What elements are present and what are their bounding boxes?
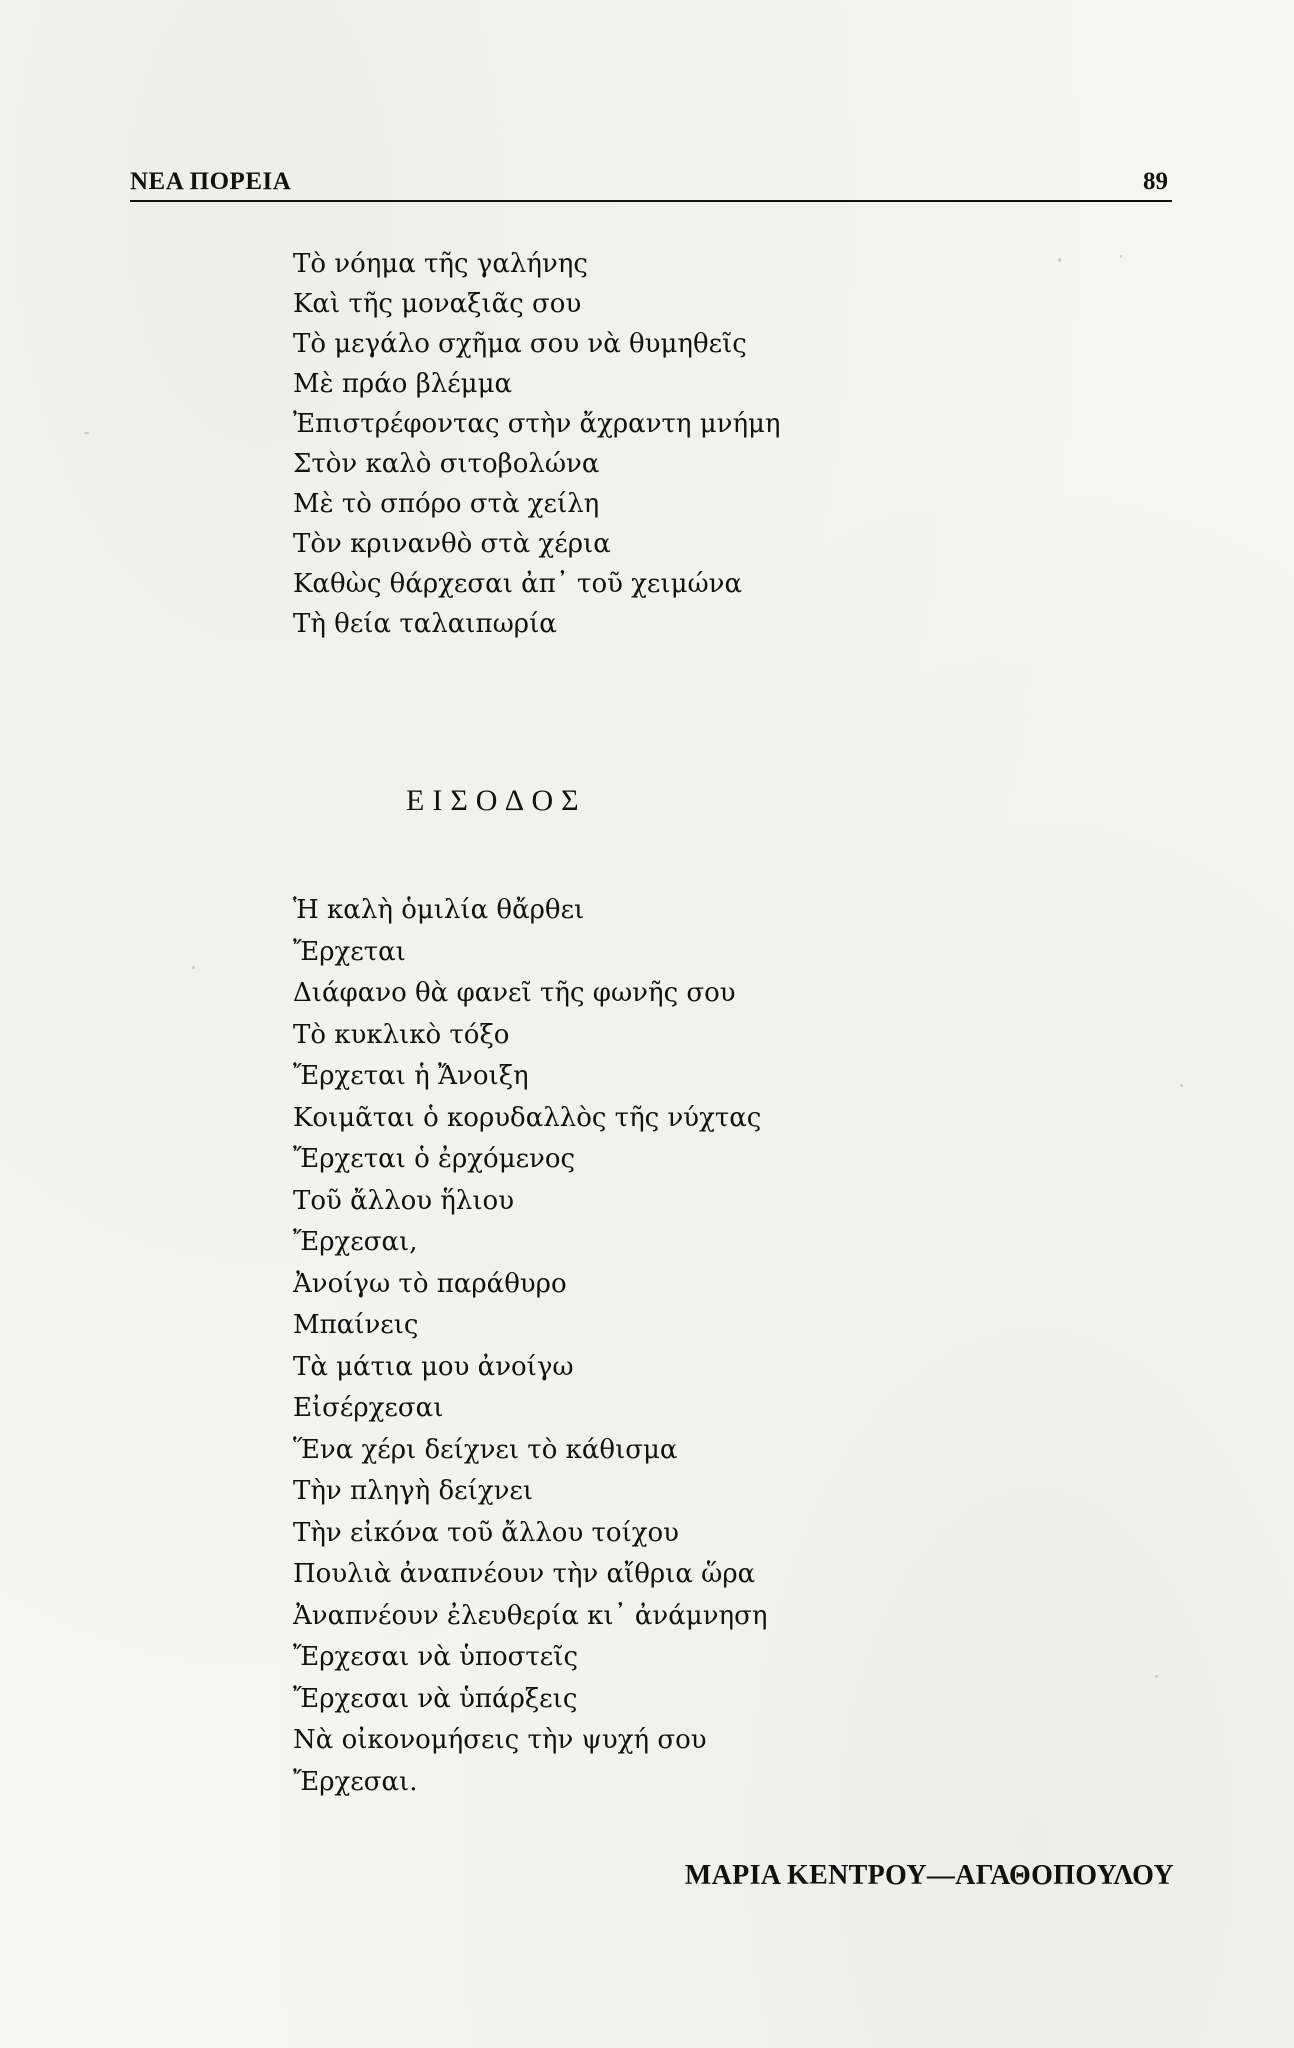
poem-line: Ἔρχεσαι. bbox=[293, 1766, 418, 1797]
poem-line: Εἰσέρχεσαι bbox=[293, 1393, 444, 1423]
author-signature: ΜΑΡΙΑ ΚΕΝΤΡΟΥ—ΑΓΑΘΟΠΟΥΛΟΥ bbox=[684, 1860, 1174, 1891]
paper-speck bbox=[1155, 1675, 1158, 1678]
poem-line: Μπαίνεις bbox=[293, 1310, 419, 1340]
poem-line: Στὸν καλὸ σιτοβολώνα bbox=[293, 449, 600, 479]
poem-line: Ἔρχεσαι νὰ ὑποστεῖς bbox=[293, 1642, 579, 1672]
paper-speck bbox=[192, 966, 195, 969]
poem-line: Ἔρχεται bbox=[293, 936, 406, 967]
page-header bbox=[130, 168, 1172, 202]
poem-line: Ἀναπνέουν ἐλευθερία κι᾿ ἀνάμνηση bbox=[293, 1600, 768, 1631]
poem-line: Ἔρχεσαι, bbox=[293, 1227, 418, 1257]
poem-part-one bbox=[293, 244, 781, 644]
poem-line: Τοῦ ἄλλου ἥλιου bbox=[293, 1185, 515, 1216]
poem-line: Τὴν εἰκόνα τοῦ ἄλλου τοίχου bbox=[293, 1517, 679, 1548]
paper-speck bbox=[1120, 255, 1122, 258]
poem-line: Τὰ μάτια μου ἀνοίγω bbox=[293, 1351, 574, 1382]
poem-line: Τὸ κυκλικὸ τόξο bbox=[293, 1019, 510, 1050]
poem-line: Ἔρχεται ὁ ἐρχόμενος bbox=[293, 1144, 576, 1174]
poem-line: Τὸν κρινανθὸ στὰ χέρια bbox=[293, 529, 611, 559]
poem-line: Ἐπιστρέφοντας στὴν ἄχραντη μνήμη bbox=[293, 409, 781, 439]
paper-speck bbox=[1180, 1084, 1183, 1087]
poem-line: Τὴν πληγὴ δείχνει bbox=[293, 1476, 534, 1506]
poem-line: Ἀνοίγω τὸ παράθυρο bbox=[293, 1268, 567, 1299]
poem-line: Κοιμᾶται ὁ κορυδαλλὸς τῆς νύχτας bbox=[293, 1102, 762, 1133]
paper-speck bbox=[1058, 258, 1061, 262]
poem-line: Νὰ οἰκονομήσεις τὴν ψυχή σου bbox=[293, 1725, 707, 1755]
paper-speck bbox=[84, 432, 89, 434]
running-head: ΝΕΑ ΠΟΡΕΙΑ bbox=[130, 168, 292, 195]
poem-line: Καθὼς θάρχεσαι ἀπ᾿ τοῦ χειμώνα bbox=[293, 569, 743, 599]
section-title: ΕΙΣΟΔΟΣ bbox=[406, 784, 587, 817]
poem-line: Τὴ θεία ταλαιπωρία bbox=[293, 609, 557, 639]
poem-line: Πουλιὰ ἀναπνέουν τὴν αἴθρια ὥρα bbox=[293, 1559, 756, 1589]
poem-line: Ἔρχεται ἡ Ἄνοιξη bbox=[293, 1061, 529, 1091]
poem-line: Τὸ νόημα τῆς γαλήνης bbox=[293, 249, 588, 279]
poem-line: Καὶ τῆς μοναξιᾶς σου bbox=[293, 289, 582, 319]
poem-line: Μὲ πράο βλέμμα bbox=[293, 369, 513, 399]
poem-part-two bbox=[293, 890, 767, 1803]
poem-line: Ἡ καλὴ ὁμιλία θἄρθει bbox=[293, 895, 585, 925]
poem-line: Ἔρχεσαι νὰ ὑπάρξεις bbox=[293, 1683, 578, 1714]
poem-line: Διάφανο θὰ φανεῖ τῆς φωνῆς σου bbox=[293, 978, 736, 1008]
poem-line: Ἕνα χέρι δείχνει τὸ κάθισμα bbox=[293, 1434, 678, 1465]
page-number: 89 bbox=[1143, 168, 1168, 195]
poem-line: Μὲ τὸ σπόρο στὰ χείλη bbox=[293, 489, 600, 519]
poem-line: Τὸ μεγάλο σχῆμα σου νὰ θυμηθεῖς bbox=[293, 329, 747, 359]
